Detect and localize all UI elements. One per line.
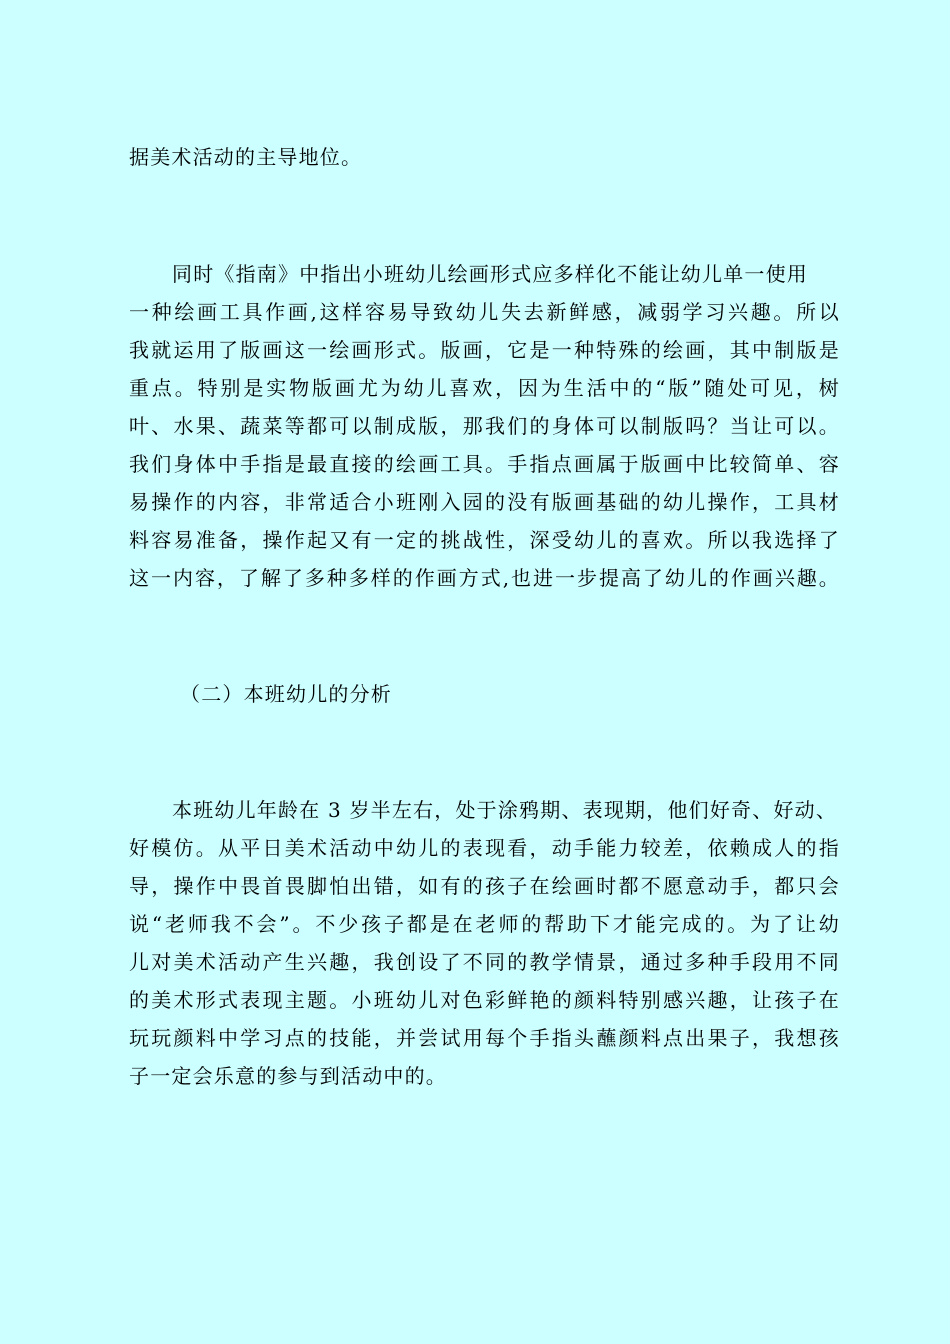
paragraph-line: 重点。特别是实物版画尤为幼儿喜欢，因为生活中的“版”随处可见，树 (129, 376, 840, 400)
paragraph-line: 好模仿。从平日美术活动中幼儿的表现看，动手能力较差，依赖成人的指 (129, 836, 840, 860)
paragraph-line: 这一内容，了解了多种多样的作画方式,也进一步提高了幼儿的作画兴趣。 (129, 566, 840, 590)
paragraph-line: 的美术形式表现主题。小班幼儿对色彩鲜艳的颜料特别感兴趣，让孩子在 (129, 988, 840, 1012)
paragraph-line: 本班幼儿年龄在 3 岁半左右，处于涂鸦期、表现期，他们好奇、好动、 (172, 798, 838, 822)
paragraph-line: 易操作的内容，非常适合小班刚入园的没有版画基础的幼儿操作，工具材 (129, 490, 840, 514)
paragraph-line: 我就运用了版画这一绘画形式。版画，它是一种特殊的绘画，其中制版是 (129, 338, 840, 362)
paragraph-line: 说“老师我不会”。不少孩子都是在老师的帮助下才能完成的。为了让幼 (129, 912, 840, 936)
paragraph-line: 据美术活动的主导地位。 (129, 145, 363, 169)
paragraph-line: 儿对美术活动产生兴趣，我创设了不同的教学情景，通过多种手段用不同 (129, 950, 840, 974)
paragraph-line: 子一定会乐意的参与到活动中的。 (129, 1064, 447, 1088)
paragraph-line: 一种绘画工具作画,这样容易导致幼儿失去新鲜感，减弱学习兴趣。所以 (129, 300, 840, 324)
paragraph-line: 玩玩颜料中学习点的技能，并尝试用每个手指头蘸颜料点出果子，我想孩 (129, 1026, 840, 1050)
paragraph-line: 料容易准备，操作起又有一定的挑战性，深受幼儿的喜欢。所以我选择了 (129, 528, 840, 552)
paragraph-line: 同时《指南》中指出小班幼儿绘画形式应多样化不能让幼儿单一使用 (172, 262, 808, 286)
paragraph-line: 叶、水果、蔬菜等都可以制成版，那我们的身体可以制版吗？当让可以。 (129, 414, 840, 438)
paragraph-line: 我们身体中手指是最直接的绘画工具。手指点画属于版画中比较简单、容 (129, 452, 840, 476)
paragraph-line: 导，操作中畏首畏脚怕出错，如有的孩子在绘画时都不愿意动手，都只会 (129, 874, 840, 898)
section-heading: （二）本班幼儿的分析 (180, 682, 392, 706)
